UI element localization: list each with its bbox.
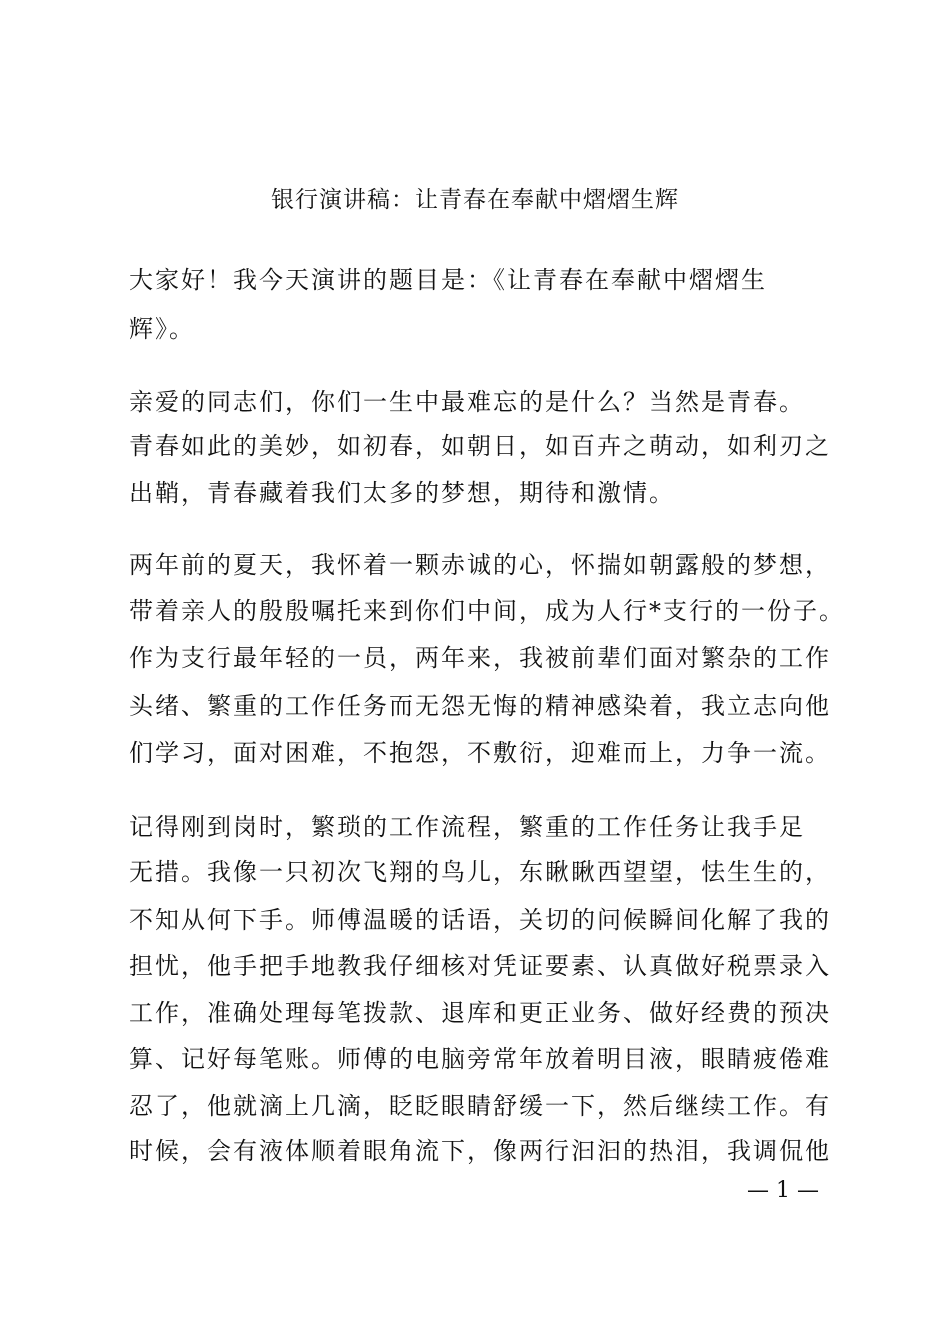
paragraph-line: 出鞘，青春藏着我们太多的梦想，期待和激情。 bbox=[129, 479, 675, 507]
paragraph-line: 们学习，面对困难，不抱怨，不敷衍，迎难而上，力争一流。 bbox=[129, 739, 831, 767]
page-number: — 1 — bbox=[747, 1178, 819, 1203]
paragraph-line: 大家好！我今天演讲的题目是：《让青春在奉献中熠熠生 bbox=[129, 266, 767, 294]
paragraph-line: 时候，会有液体顺着眼角流下，像两行汩汩的热泪，我调侃他 bbox=[129, 1137, 831, 1165]
paragraph-line: 忍了，他就滴上几滴，眨眨眼睛舒缓一下，然后继续工作。有 bbox=[129, 1092, 831, 1120]
paragraph-line: 带着亲人的殷殷嘱托来到你们中间，成为人行*支行的一份子。 bbox=[129, 597, 845, 625]
paragraph-line: 作为支行最年轻的一员，两年来，我被前辈们面对繁杂的工作 bbox=[129, 644, 831, 672]
paragraph-line: 亲爱的同志们，你们一生中最难忘的是什么？当然是青春。 bbox=[129, 388, 805, 416]
paragraph-line: 头绪、繁重的工作任务而无怨无悔的精神感染着，我立志向他 bbox=[129, 692, 831, 720]
paragraph-line: 工作，准确处理每笔拨款、退库和更正业务、做好经费的预决 bbox=[129, 999, 831, 1027]
paragraph-line: 无措。我像一只初次飞翔的鸟儿，东瞅瞅西望望，怯生生的， bbox=[129, 858, 831, 886]
paragraph-line: 算、记好每笔账。师傅的电脑旁常年放着明目液，眼睛疲倦难 bbox=[129, 1045, 831, 1073]
paragraph-line: 两年前的夏天，我怀着一颗赤诚的心，怀揣如朝露般的梦想， bbox=[129, 551, 831, 579]
paragraph-line: 不知从何下手。师傅温暖的话语，关切的问候瞬间化解了我的 bbox=[129, 906, 831, 934]
paragraph-line: 辉》。 bbox=[129, 315, 195, 343]
paragraph-line: 青春如此的美妙，如初春，如朝日，如百卉之萌动，如利刃之 bbox=[129, 432, 831, 460]
document-title: 银行演讲稿：让青春在奉献中熠熠生辉 bbox=[271, 187, 679, 213]
paragraph-line: 记得刚到岗时，繁琐的工作流程，繁重的工作任务让我手足 bbox=[129, 813, 805, 841]
paragraph-line: 担忧，他手把手地教我仔细核对凭证要素、认真做好税票录入 bbox=[129, 952, 831, 980]
